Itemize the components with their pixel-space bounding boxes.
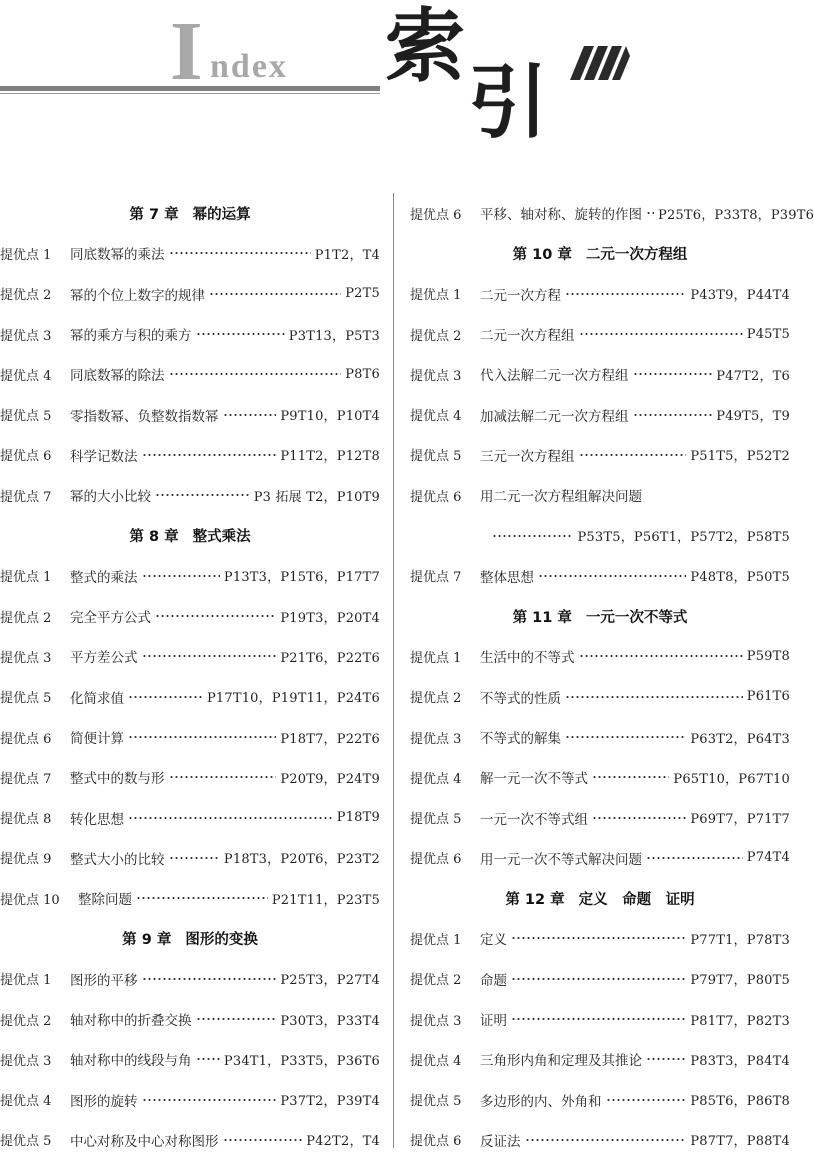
entry-pages: P9T10，P10T4	[280, 409, 380, 425]
entry-label: 提优点 1	[0, 247, 52, 263]
entry-pages: P65T10，P67T10	[673, 771, 790, 787]
entry-title: 不等式的解集	[480, 731, 561, 747]
index-entry	[0, 757, 380, 797]
dot-leader	[223, 413, 277, 417]
chapter-title: 定义 命题 证明	[578, 891, 695, 908]
entry-label: 提优点 7	[0, 489, 52, 505]
chapter-heading	[410, 878, 790, 918]
chapter-title: 图形的变换	[185, 931, 258, 948]
entry-title: 加减法解二元一次方程组	[480, 408, 629, 425]
entry-title: 二元一次方程组	[480, 328, 575, 345]
index-entry	[410, 797, 790, 837]
entry-pages: P34T1，P33T5，P36T6	[223, 1053, 380, 1069]
index-entry	[410, 475, 790, 515]
index-entry	[0, 596, 380, 636]
index-entry	[410, 717, 790, 757]
index-entry	[410, 677, 790, 717]
entry-pages: P43T9，P44T4	[690, 288, 790, 304]
entry-label: 提优点 5	[410, 449, 462, 465]
entry-title: 同底数幂的乘法	[70, 247, 165, 264]
dot-leader	[511, 936, 686, 940]
entry-label: 提优点 5	[0, 409, 52, 425]
index-entry	[410, 1080, 790, 1120]
entry-title: 图形的平移	[70, 972, 138, 989]
index-entry	[0, 677, 380, 717]
chapter-heading	[0, 193, 380, 233]
index-entry	[410, 435, 790, 475]
index-entry	[0, 475, 380, 515]
dot-leader	[142, 977, 277, 981]
dot-leader	[196, 332, 285, 336]
entry-title: 解一元一次不等式	[480, 771, 588, 788]
index-entry	[0, 435, 380, 475]
dot-leader	[646, 1057, 686, 1061]
dot-leader	[142, 1098, 277, 1102]
index-entry	[0, 959, 380, 999]
index-entry	[0, 717, 380, 757]
entry-title: 完全平方公式	[70, 610, 151, 627]
index-entry	[0, 1120, 380, 1160]
entry-title: 不等式的性质	[480, 690, 561, 707]
entry-pages: P83T3，P84T4	[690, 1053, 790, 1069]
entry-pages: P45T5	[746, 326, 790, 342]
index-entry	[0, 1080, 380, 1120]
entry-label: 提优点 2	[0, 610, 52, 626]
dot-leader	[169, 372, 342, 376]
index-zh-char-1: 索	[385, 0, 465, 93]
entry-pages: P20T9，P24T9	[280, 771, 380, 787]
index-entry	[410, 1039, 790, 1079]
entry-pages: P63T2，P64T3	[690, 731, 790, 747]
entry-label: 提优点 6	[0, 731, 52, 747]
entry-label: 提优点 3	[410, 1013, 462, 1029]
entry-title: 中心对称及中心对称图形	[70, 1133, 219, 1150]
dot-leader	[128, 735, 276, 739]
entry-label: 提优点 6	[0, 449, 52, 465]
entry-pages: P19T3，P20T4	[280, 610, 380, 626]
entry-label: 提优点 2	[0, 288, 52, 304]
entry-label: 提优点 6	[410, 489, 462, 505]
entry-pages: P13T3，P15T6，P17T7	[223, 570, 380, 586]
index-entry	[410, 1120, 790, 1160]
entry-title: 反证法	[480, 1133, 521, 1150]
entry-label: 提优点 10	[0, 892, 60, 908]
index-letter-i: I	[170, 5, 203, 98]
entry-label: 提优点 5	[0, 1134, 52, 1150]
index-entry	[0, 394, 380, 434]
entry-pages: P53T5，P56T1，P57T2，P58T5	[577, 530, 790, 546]
chapter-heading	[0, 515, 380, 555]
entry-label: 提优点 1	[410, 932, 462, 948]
index-entry	[0, 354, 380, 394]
chapter-heading	[0, 918, 380, 958]
entry-title: 用一元一次不等式解决问题	[480, 851, 642, 868]
entry-pages: P8T6	[345, 366, 380, 382]
entry-pages: P87T7，P88T4	[690, 1134, 790, 1150]
dot-leader	[142, 453, 277, 457]
index-entry	[0, 1039, 380, 1079]
entry-title: 整式中的数与形	[70, 771, 165, 788]
entry-pages: P51T5，P52T2	[690, 449, 790, 465]
index-entry	[0, 797, 380, 837]
entry-label: 提优点 4	[410, 409, 462, 425]
entry-title: 三元一次方程组	[480, 448, 575, 465]
chapter-title: 二元一次方程组	[585, 246, 688, 263]
entry-label: 提优点 8	[0, 812, 52, 828]
index-entry	[0, 999, 380, 1039]
dot-leader	[633, 372, 713, 376]
entry-title: 轴对称中的折叠交换	[70, 1013, 192, 1030]
entry-pages: P18T7，P22T6	[280, 731, 380, 747]
entry-pages: P42T2，T4	[306, 1134, 380, 1150]
entry-label: 提优点 6	[410, 207, 462, 223]
chapter-number: 第 8 章	[129, 529, 179, 546]
entry-title: 科学记数法	[70, 448, 138, 465]
index-entry	[0, 274, 380, 314]
entry-title: 转化思想	[70, 811, 124, 828]
index-entry	[0, 233, 380, 273]
entry-title: 用二元一次方程组解决问题	[480, 489, 642, 506]
entry-label: 提优点 1	[410, 288, 462, 304]
dot-leader	[142, 654, 277, 658]
entry-pages: P21T6，P22T6	[280, 650, 380, 666]
entry-pages: P17T10，P19T11，P24T6	[206, 691, 380, 707]
entry-title: 幂的大小比较	[70, 489, 151, 506]
entry-title: 定义	[480, 932, 507, 949]
entry-title: 幂的个位上数字的规律	[70, 287, 205, 304]
entry-label: 提优点 6	[410, 1134, 462, 1150]
index-entry	[410, 556, 790, 596]
dot-leader	[511, 977, 686, 981]
dot-leader	[592, 816, 686, 820]
entry-title: 二元一次方程	[480, 287, 561, 304]
index-entry-continuation	[410, 515, 790, 555]
entry-label: 提优点 3	[410, 368, 462, 384]
index-entry	[0, 314, 380, 354]
entry-label: 提优点 7	[410, 570, 462, 586]
entry-title: 三角形内角和定理及其推论	[480, 1053, 642, 1070]
entry-pages: P69T7，P71T7	[690, 812, 790, 828]
chapter-number: 第 10 章	[512, 246, 572, 263]
column-divider	[393, 193, 394, 1148]
entry-title: 平方差公式	[70, 650, 138, 667]
dot-leader	[196, 1057, 220, 1061]
entry-title: 代入法解二元一次方程组	[480, 368, 629, 385]
entry-pages: P1T2，T4	[314, 247, 380, 263]
chapter-number: 第 12 章	[505, 891, 565, 908]
dot-leader	[565, 735, 686, 739]
index-entry	[410, 394, 790, 434]
entry-label: 提优点 1	[0, 973, 52, 989]
entry-pages: P81T7，P82T3	[690, 1013, 790, 1029]
entry-pages: P21T11，P23T5	[271, 892, 380, 908]
index-word-rest: ndex	[210, 48, 288, 85]
entry-label: 提优点 2	[410, 973, 462, 989]
entry-pages: P3T13，P5T3	[288, 328, 380, 344]
entry-pages: P18T9	[336, 810, 380, 826]
dot-leader	[565, 292, 686, 296]
entry-label: 提优点 4	[410, 1053, 462, 1069]
entry-label: 提优点 3	[410, 731, 462, 747]
index-zh-char-2: 引	[468, 56, 548, 149]
entry-label: 提优点 4	[0, 368, 52, 384]
entry-title: 简便计算	[70, 731, 124, 747]
entry-title: 幂的乘方与积的乘方	[70, 328, 192, 345]
index-entry	[0, 636, 380, 676]
entry-label: 提优点 1	[0, 570, 52, 586]
dot-leader	[136, 896, 268, 900]
entry-pages: P61T6	[746, 689, 790, 705]
dot-leader	[646, 211, 654, 215]
index-entry	[0, 838, 380, 878]
entry-title: 化简求值	[70, 690, 124, 707]
entry-pages: P74T4	[746, 850, 790, 866]
entry-label: 提优点 6	[410, 852, 462, 868]
index-column-left	[0, 193, 380, 1160]
dot-leader	[592, 775, 669, 779]
chapter-number: 第 11 章	[512, 609, 572, 626]
dot-leader	[169, 775, 277, 779]
chapter-title: 幂的运算	[192, 206, 251, 223]
index-entry	[0, 878, 380, 918]
entry-label: 提优点 2	[410, 328, 462, 344]
dot-leader	[646, 856, 743, 860]
index-entry	[410, 354, 790, 394]
entry-label: 提优点 3	[0, 1053, 52, 1069]
chapter-heading	[410, 596, 790, 636]
index-entry	[410, 959, 790, 999]
entry-label: 提优点 4	[0, 1094, 52, 1110]
entry-label: 提优点 5	[410, 1094, 462, 1110]
entry-pages: P2T5	[345, 286, 380, 302]
dot-leader	[511, 1017, 686, 1021]
chapter-number: 第 9 章	[122, 931, 172, 948]
index-entry	[410, 757, 790, 797]
dot-leader	[538, 574, 686, 578]
entry-title: 整体思想	[480, 569, 534, 586]
entry-label: 提优点 9	[0, 852, 52, 868]
entry-title: 多边形的内、外角和	[480, 1093, 602, 1110]
entry-title: 零指数幂、负整数指数幂	[70, 408, 219, 425]
entry-pages: P77T1，P78T3	[690, 932, 790, 948]
chapter-title: 整式乘法	[192, 529, 251, 546]
entry-label: 提优点 3	[0, 328, 52, 344]
entry-title: 一元一次不等式组	[480, 811, 588, 828]
entry-title: 图形的旋转	[70, 1093, 138, 1110]
entry-pages: P49T5，T9	[716, 409, 790, 425]
index-column-right	[410, 193, 814, 1160]
entry-pages: P3 拓展 T2，P10T9	[253, 489, 380, 505]
index-entry	[410, 838, 790, 878]
entry-label: 提优点 5	[0, 691, 52, 707]
entry-pages: P59T8	[746, 648, 790, 664]
dot-leader	[492, 534, 573, 538]
entry-pages: P30T3，P33T4	[280, 1013, 380, 1029]
entry-pages: P47T2，T6	[716, 368, 790, 384]
entry-label: 提优点 2	[0, 1013, 52, 1029]
slash-decoration-icon	[560, 42, 630, 82]
index-entry	[410, 999, 790, 1039]
dot-leader	[633, 413, 713, 417]
index-entry	[410, 314, 790, 354]
dot-leader	[169, 856, 220, 860]
entry-pages: P79T7，P80T5	[690, 973, 790, 989]
entry-pages: P85T6，P86T8	[690, 1094, 790, 1110]
entry-pages: P11T2，P12T8	[280, 449, 380, 465]
chapter-heading	[410, 233, 790, 273]
dot-leader	[209, 292, 341, 296]
entry-title: 同底数幂的除法	[70, 368, 165, 385]
dot-leader	[579, 453, 687, 457]
dot-leader	[565, 695, 743, 699]
entry-title: 整除问题	[78, 892, 132, 909]
dot-leader	[525, 1138, 687, 1142]
dot-leader	[606, 1098, 687, 1102]
dot-leader	[196, 1017, 277, 1021]
dot-leader	[142, 574, 220, 578]
index-entry	[410, 918, 790, 958]
entry-title: 证明	[480, 1013, 507, 1030]
index-entry	[410, 274, 790, 314]
dot-leader	[169, 251, 311, 255]
entry-title: 命题	[480, 972, 507, 989]
chapter-number: 第 7 章	[129, 206, 179, 223]
chapter-title: 一元一次不等式	[585, 609, 688, 626]
entry-pages: P25T3，P27T4	[280, 973, 380, 989]
entry-label: 提优点 7	[0, 771, 52, 787]
entry-pages: P25T6，P33T8，P39T6	[658, 207, 814, 223]
entry-title: 整式大小的比较	[70, 851, 165, 868]
dot-leader	[128, 816, 333, 820]
dot-leader	[155, 614, 276, 618]
entry-title: 整式的乘法	[70, 569, 138, 586]
dot-leader	[579, 332, 743, 336]
entry-label: 提优点 1	[410, 650, 462, 666]
entry-pages: P48T8，P50T5	[690, 570, 790, 586]
dot-leader	[128, 695, 203, 699]
dot-leader	[579, 654, 743, 658]
entry-title: 生活中的不等式	[480, 650, 575, 667]
entry-pages: P37T2，P39T4	[280, 1094, 380, 1110]
entry-title: 平移、轴对称、旋转的作图	[480, 207, 642, 224]
entry-label: 提优点 4	[410, 771, 462, 787]
entry-label: 提优点 5	[410, 812, 462, 828]
entry-title: 轴对称中的线段与角	[70, 1053, 192, 1070]
dot-leader	[155, 493, 250, 497]
index-entry	[0, 556, 380, 596]
index-entry	[410, 193, 814, 233]
entry-pages: P18T3，P20T6，P23T2	[223, 852, 380, 868]
entry-label: 提优点 2	[410, 691, 462, 707]
index-header	[0, 0, 790, 150]
index-entry	[410, 636, 790, 676]
dot-leader	[223, 1138, 303, 1142]
entry-label: 提优点 3	[0, 650, 52, 666]
